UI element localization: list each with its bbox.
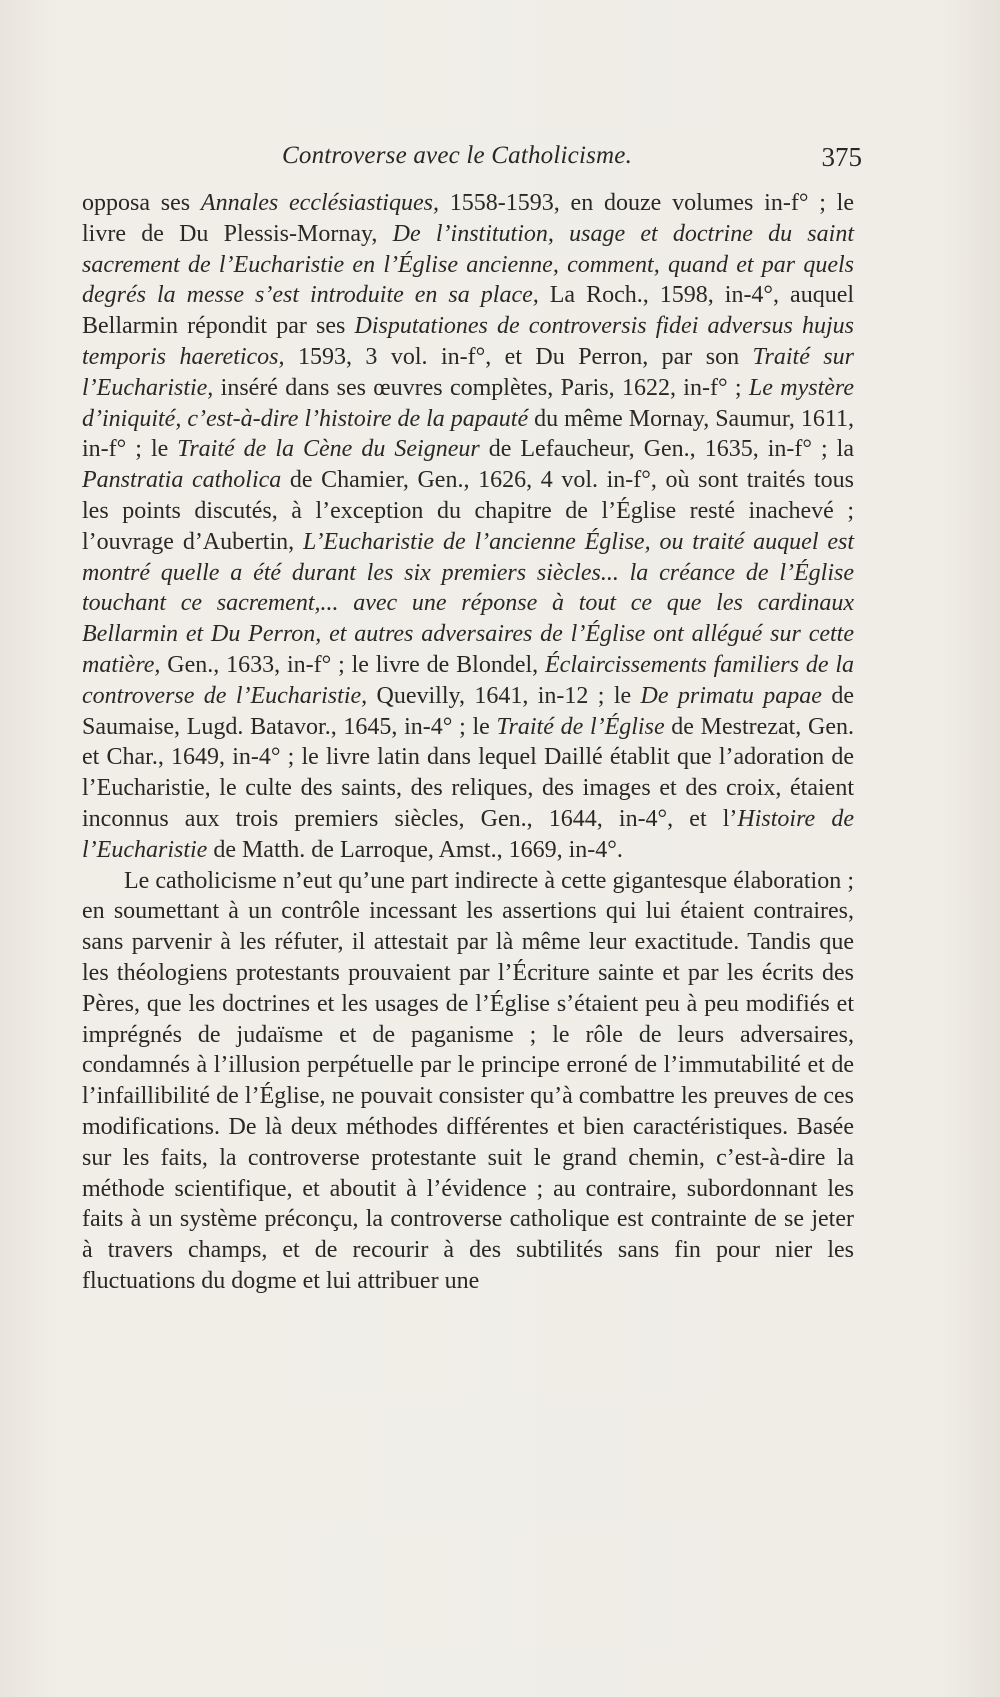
text-run: de Mestrezat, Gen. et Char., 1649, in-4° ; le livre latin dans lequel Daillé établit que l’adoration de l’Eucharistie, le culte des saints, des reliques, des images et des croix, étaient inconnus aux trois premiers siècles, Gen., 1644, in-4°, et l’: [82, 713, 854, 832]
text-run: La Roch., 1598, in-4°, auquel Bellarmin répondit par ses: [82, 282, 855, 340]
italic-title: Histoire de l’Eucharistie: [82, 805, 854, 863]
text-run: Quevilly, 1641, in-12 ; le: [367, 682, 641, 709]
italic-title: Disputationes de controversis fidei adversus hujus temporis haereticos,: [82, 313, 854, 370]
running-head: Controverse avec le Catholicisme.: [282, 142, 633, 169]
page-header: [82, 142, 862, 182]
italic-title: Éclaircissements familiers de la controverse de l’Eucharistie,: [82, 651, 854, 709]
text-run: de Saumaise, Lugd. Batavor., 1645, in-4° ; le: [82, 682, 854, 740]
page-number: 375: [821, 142, 862, 172]
italic-title: Traité de l’Église: [496, 713, 665, 740]
text-run: 1558-1593, en douze volumes in-f° ; le livre de Du Plessis-Mornay,: [82, 190, 854, 247]
paragraph: [82, 866, 854, 1297]
text-run: opposa ses: [82, 190, 201, 216]
italic-title: Traité sur l’Eucharistie,: [82, 343, 854, 401]
text-run: Gen., 1633, in-f° ; le livre de Blondel,: [160, 651, 546, 678]
italic-title: L’Eucharistie de l’ancienne Église, ou traité auquel est montré quelle a été durant les six premiers siècles... la créance de l’Église touchant ce sacrement,... avec une réponse à tout ce que les cardinaux Bellarmin et Du Perron, et autres adversaires de l’Église ont allégué sur cette matière,: [82, 528, 854, 678]
italic-title: Panstratia catholica: [82, 467, 282, 494]
text-run: du même Mornay, Saumur, 1611, in-f° ; le: [82, 405, 854, 463]
paragraph: [82, 188, 854, 866]
italic-title: De l’institution, usage et doctrine du saint sacrement de l’Eucharistie en l’Église ancienne, comment, quand et par quels degrés la messe s’est introduite en sa place,: [82, 220, 854, 309]
italic-title: De primatu papae: [640, 682, 822, 709]
italic-title: Le mystère d’iniquité, c’est-à-dire l’histoire de la papauté: [82, 374, 854, 432]
text-run: de Lefaucheur, Gen., 1635, in-f° ; la: [479, 436, 854, 463]
body-text: [82, 188, 854, 1297]
text-run: 1593, 3 vol. in-f°, et Du Perron, par son: [284, 343, 753, 370]
italic-title: Annales ecclésiastiques,: [200, 190, 439, 216]
text-run: inséré dans ses œuvres complètes, Paris, 1622, in-f° ;: [213, 374, 749, 401]
text-run: de Chamier, Gen., 1626, 4 vol. in-f°, où sont traités tous les points discutés, à l’exception du chapitre de l’Église resté inachevé ; l’ouvrage d’Aubertin,: [82, 467, 855, 555]
text-run: Le catholicisme n’eut qu’une part indirecte à cette gigantesque élaboration ; en soumettant à un contrôle incessant les assertions qui lui étaient contraires, sans parvenir à les réfuter, il attestait par là même leur exactitude. Tandis que les théologiens protestants prouvaient par l’Écriture sainte et par les écrits des Pères, que les doctrines et les usages de l’Église s’étaient peu à peu modifiés et imprégnés de judaïsme et de paganisme ; le rôle de leurs adversaires, condamnés à l’illusion perpétuelle par le principe erroné de l’immutabilité et de l’infaillibilité de l’Église, ne pouvait consister qu’à combattre les preuves de ces modifications. De là deux méthodes différentes et bien caractéristiques. Basée sur les faits, la controverse protestante suit le grand chemin, c’est-à-dire la méthode scientifique, et aboutit à l’évidence ; au contraire, subordonnant les faits à un système préconçu, la controverse catholique est contrainte de se jeter à travers champs, et de recourir à des subtilités sans fin pour nier les fluctuations du dogme et lui attribuer une: [82, 867, 854, 1294]
text-run: de Matth. de Larroque, Amst., 1669, in-4°.: [207, 836, 623, 863]
italic-title: Traité de la Cène du Seigneur: [177, 436, 480, 463]
